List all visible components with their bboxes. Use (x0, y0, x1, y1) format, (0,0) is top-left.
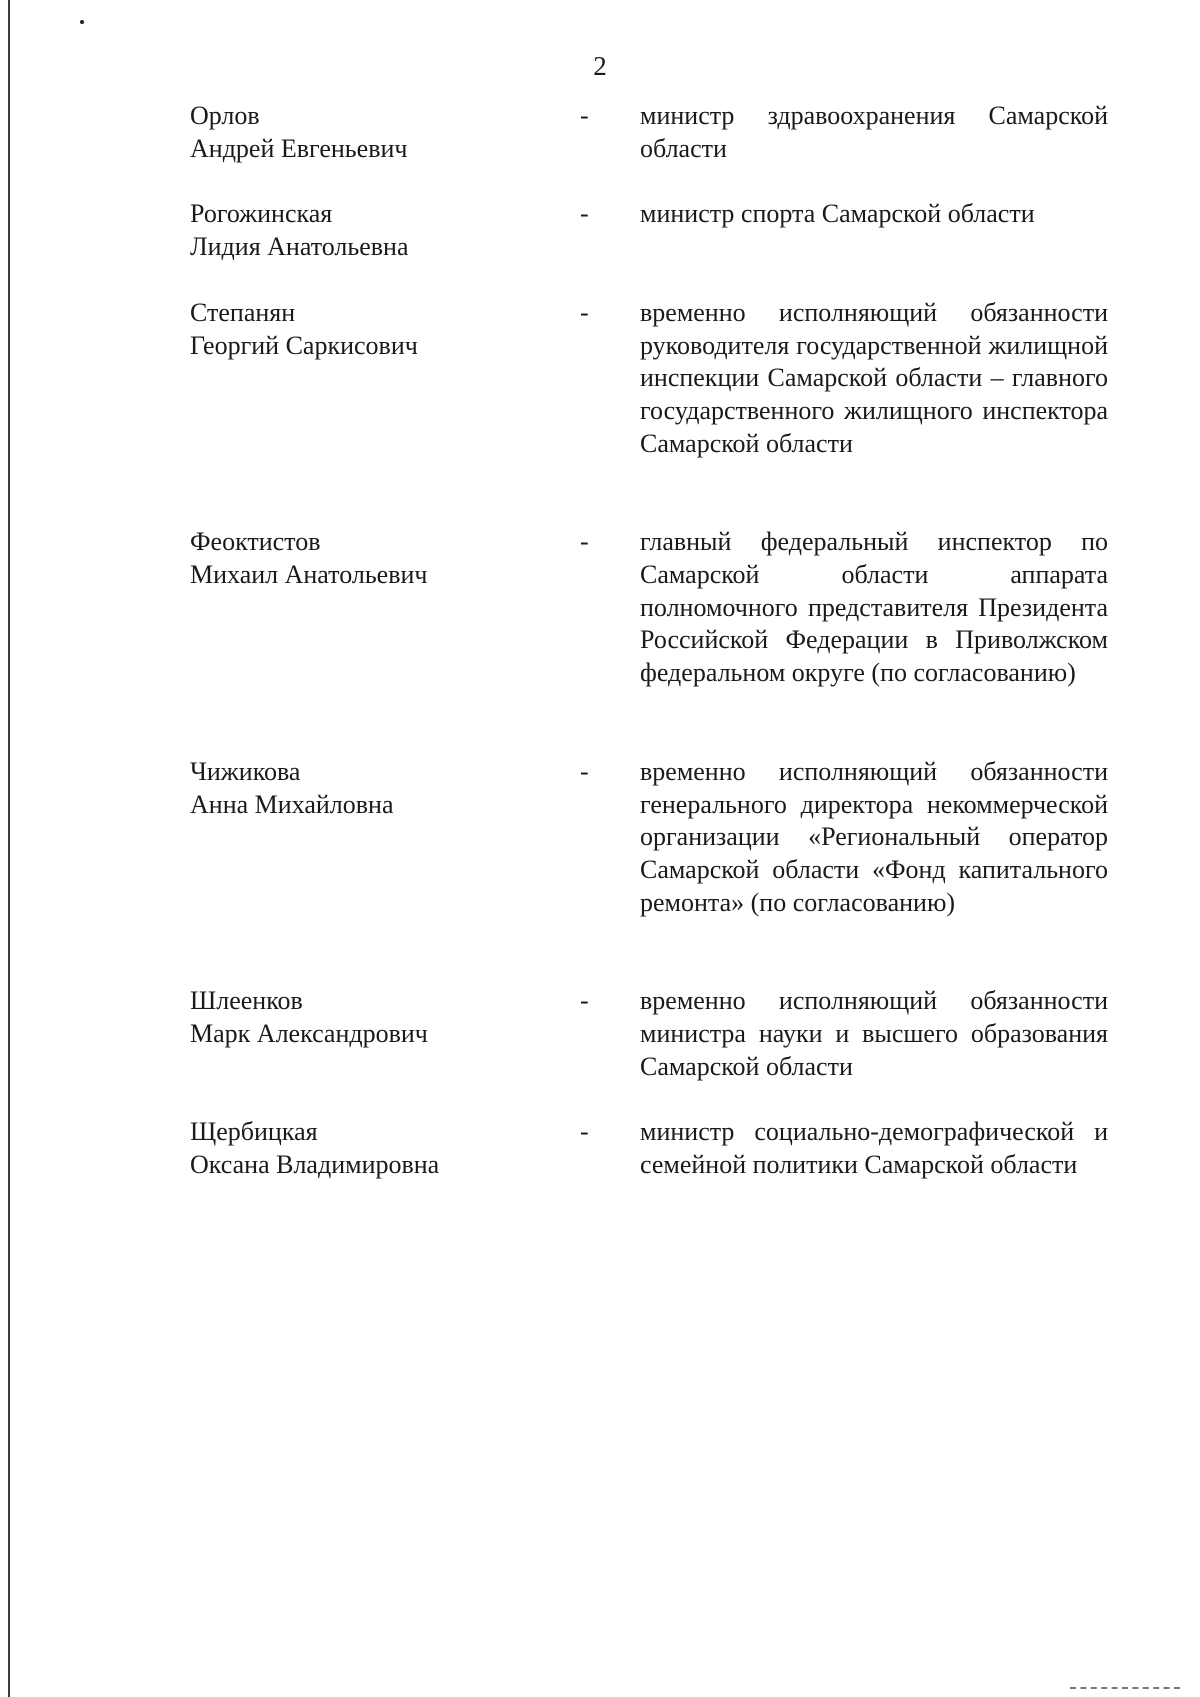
member-given-names: Андрей Евгеньевич (190, 133, 408, 163)
member-position: министр здравоохранения Самарской области (640, 101, 1108, 163)
member-position: временно исполняющий обязанности министра науки и высшего образования Самарской области (640, 986, 1108, 1081)
member-name (190, 100, 580, 165)
member-dash: - (580, 199, 589, 229)
member-given-names: Оксана Владимировна (190, 1150, 440, 1180)
member-dash: - (580, 1117, 589, 1147)
member-given-names: Анна Михайловна (190, 789, 394, 819)
member-dash: - (580, 297, 589, 327)
page-number: 2 (593, 51, 607, 81)
member-row (190, 526, 1108, 690)
member-name (190, 526, 580, 591)
member-surname: Рогожинская (190, 199, 333, 229)
member-row (190, 985, 1108, 1083)
member-surname: Степанян (190, 297, 296, 327)
member-surname: Чижикова (190, 756, 301, 786)
member-given-names: Лидия Анатольевна (190, 232, 409, 262)
member-name (190, 756, 580, 821)
member-position: министр социально-демографической и семейной политики Самарской области (640, 1117, 1108, 1180)
member-surname: Феоктистов (190, 527, 321, 557)
member-row (190, 297, 1108, 461)
member-given-names: Марк Александрович (190, 1019, 428, 1049)
member-surname: Орлов (190, 101, 260, 130)
scan-speck (80, 20, 84, 24)
member-dash: - (580, 756, 589, 786)
member-position: временно исполняющий обязанности генерального директора некоммерческой организации «Региональный оператор Самарской области «Фонд капитального ремонта» (по согласованию) (640, 756, 1108, 917)
member-dash: - (580, 986, 589, 1016)
member-given-names: Георгий Саркисович (190, 330, 418, 360)
member-position: министр спорта Самарской области (640, 199, 1035, 229)
member-name (190, 297, 580, 362)
member-name (190, 985, 580, 1050)
member-row (190, 1116, 1108, 1181)
member-surname: Шлеенков (190, 986, 303, 1016)
member-position: временно исполняющий обязанности руководителя государственной жилищной инспекции Самарской области – главного государственного жилищного инспектора Самарской области (640, 297, 1108, 458)
member-name (190, 1116, 580, 1181)
member-row (190, 100, 1108, 165)
member-given-names: Михаил Анатольевич (190, 560, 428, 590)
member-dash: - (580, 101, 589, 130)
member-position: главный федеральный инспектор по Самарской области аппарата полномочного представителя Президента Российской Федерации в Приволжском федеральном округе (по согласованию) (640, 527, 1108, 688)
members-list (190, 100, 1108, 1182)
member-row (190, 756, 1108, 920)
member-dash: - (580, 527, 589, 557)
scan-edge-line (8, 0, 10, 1697)
member-row (190, 198, 1102, 263)
member-name (190, 198, 580, 263)
scan-bottom-rule (1070, 1687, 1180, 1689)
member-surname: Щербицкая (190, 1117, 318, 1147)
